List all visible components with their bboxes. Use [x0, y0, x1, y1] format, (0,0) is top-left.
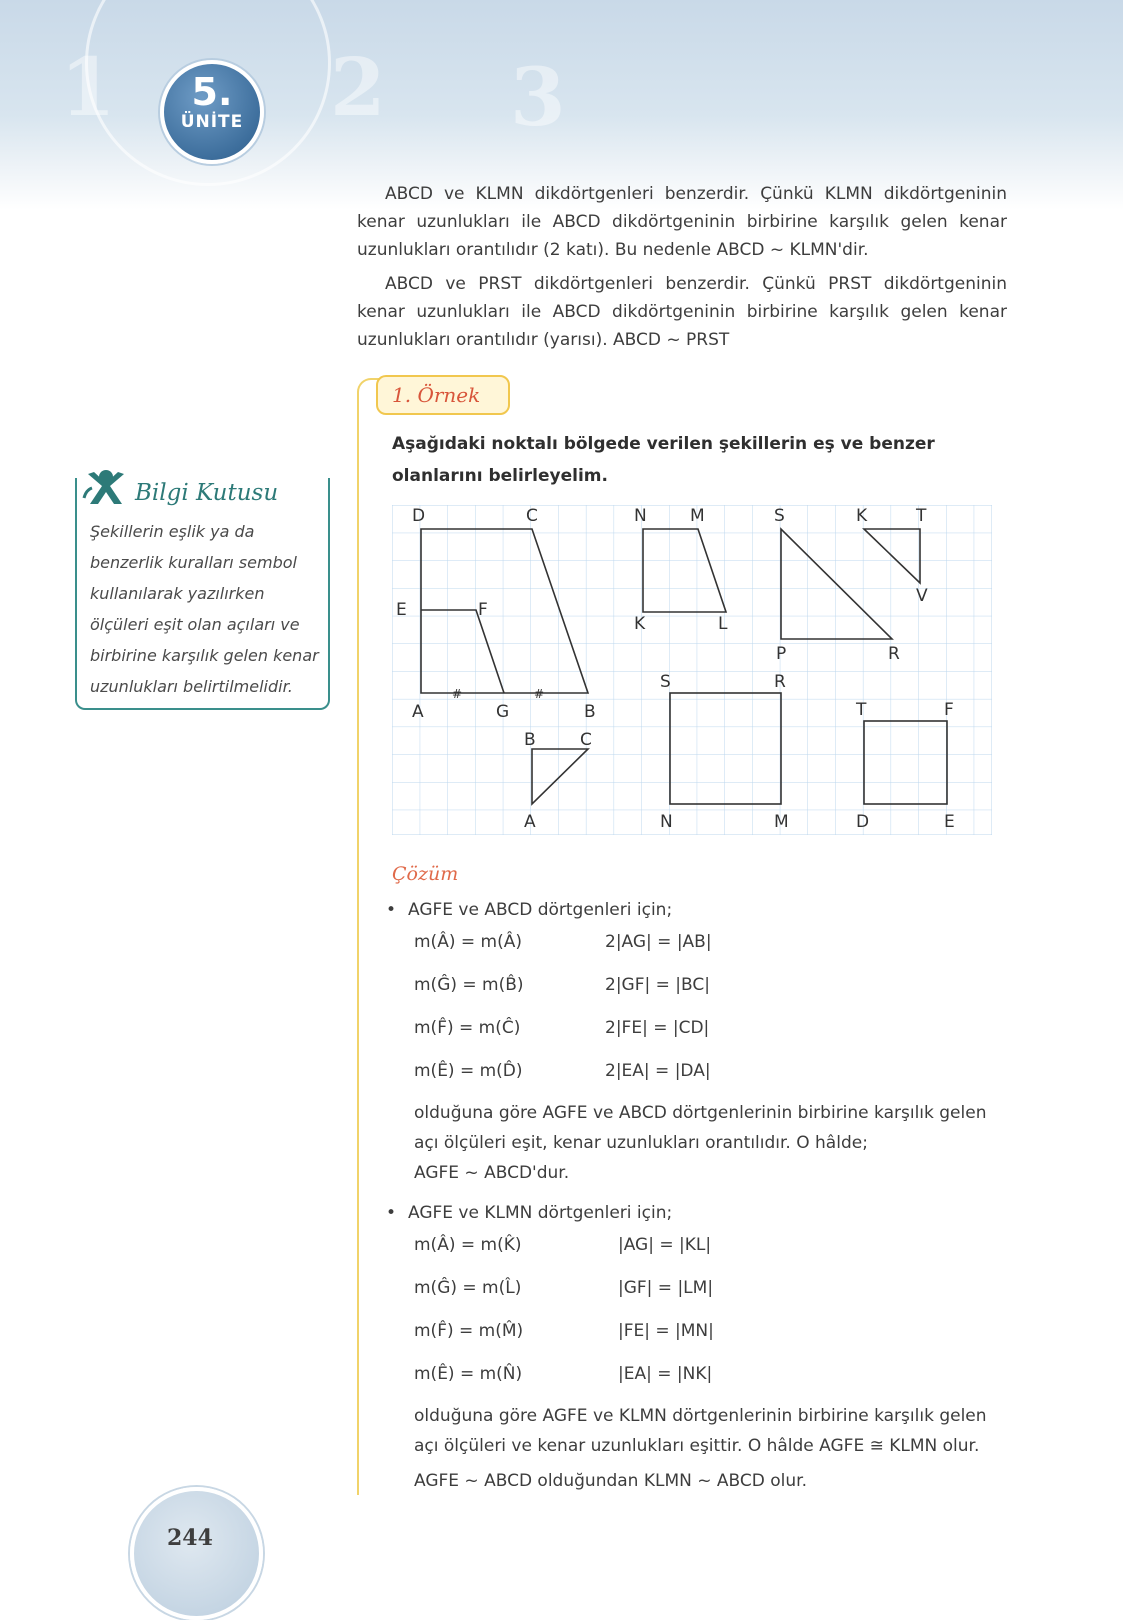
page-number: 244 [167, 1525, 213, 1551]
angle-eq: m(F̂) = m(Ĉ) [414, 1018, 521, 1038]
bullet-2 [386, 1198, 672, 1228]
grid-label: F [944, 700, 954, 720]
grid-label: M [774, 812, 789, 832]
grid-label: R [888, 644, 900, 664]
grid-label: L [718, 614, 728, 634]
bullet-1-intro: AGFE ve ABCD dörtgenleri için; [408, 900, 673, 920]
angle-eq: m(Ĝ) = m(B̂) [414, 975, 524, 995]
bullet-1 [386, 895, 672, 925]
solution-label: Çözüm [392, 863, 459, 885]
grid-label: A [412, 702, 424, 722]
grid-label: R [774, 672, 786, 692]
grid-label: K [856, 506, 868, 526]
example-badge: 1. Örnek [376, 375, 510, 415]
grid-label: S [660, 672, 671, 692]
side-eq: |EA| = |NK| [618, 1364, 713, 1384]
bullet-2-conclusion: açı ölçüleri ve kenar uzunlukları eşittir. O hâlde AGFE ≅ KLMN olur. [414, 1436, 980, 1456]
bullet-1-conclusion: olduğuna göre AGFE ve ABCD dörtgenlerinin birbirine karşılık gelen [414, 1103, 987, 1123]
bullet-2-conclusion: olduğuna göre AGFE ve KLMN dörtgenlerinin birbirine karşılık gelen [414, 1406, 987, 1426]
grid-label: B [584, 702, 596, 722]
tick-mark: # [534, 687, 545, 701]
decor-digit: 1 [60, 40, 116, 134]
decor-digit: 2 [330, 40, 386, 134]
bullet-2-conclusion: AGFE ~ ABCD olduğundan KLMN ~ ABCD olur. [414, 1471, 807, 1491]
grid-label: C [526, 506, 538, 526]
side-eq: |GF| = |LM| [618, 1278, 714, 1298]
grid-label: N [660, 812, 673, 832]
info-box-text: Şekillerin eşlik ya da benzerlik kuralları sembol kullanılarak yazılırken ölçüleri eşit olan açıları ve birbirine karşılık gelen kenar uzunlukları belirtilmelidir. [90, 522, 319, 696]
page-number-badge [130, 1487, 263, 1620]
bullet-1-conclusion: açı ölçüleri eşit, kenar uzunlukları orantılıdır. O hâlde; [414, 1133, 868, 1153]
angle-eq: m(Ĝ) = m(L̂) [414, 1278, 522, 1298]
example-guide-line [357, 395, 359, 1495]
grid-background [392, 505, 992, 835]
grid-label: S [774, 506, 785, 526]
grid-label: V [916, 586, 928, 606]
side-eq: |FE| = |MN| [618, 1321, 714, 1341]
unit-label: ÜNİTE [180, 112, 244, 132]
grid-label: K [634, 614, 646, 634]
grid-label: P [776, 644, 787, 664]
grid-label: N [634, 506, 647, 526]
side-eq: 2|AG| = |AB| [605, 932, 712, 952]
angle-eq: m(Â) = m(Â) [414, 932, 522, 952]
decor-digit: 3 [510, 50, 566, 144]
grid-label: T [856, 700, 867, 720]
info-figure-icon [82, 468, 132, 508]
bullet-dot: • [386, 900, 397, 920]
grid-label: F [478, 600, 488, 620]
unit-number: 5. [191, 70, 233, 114]
angle-eq: m(Ê) = m(D̂) [414, 1061, 523, 1081]
grid-label: D [856, 812, 870, 832]
bullet-1-conclusion: AGFE ~ ABCD'dur. [414, 1163, 570, 1183]
grid-label: M [690, 506, 705, 526]
side-eq: 2|FE| = |CD| [605, 1018, 710, 1038]
side-eq: 2|GF| = |BC| [605, 975, 710, 995]
tick-mark: # [452, 687, 463, 701]
intro-paragraph-1: ABCD ve KLMN dikdörtgenleri benzerdir. Çünkü KLMN dikdörtgeninin kenar uzunlukları ile ABCD dikdörtgeninin birbirine karşılık gelen kenar uzunlukları orantılıdır (2 katı). Bu nedenle ABCD ~ KLMN'dir. [357, 184, 1007, 260]
bullet-dot: • [386, 1203, 397, 1223]
unit-badge [160, 60, 264, 164]
side-eq: |AG| = |KL| [618, 1235, 712, 1255]
grid-label: D [412, 506, 426, 526]
angle-eq: m(Ê) = m(N̂) [414, 1364, 523, 1384]
bullet-2-intro: AGFE ve KLMN dörtgenleri için; [408, 1203, 673, 1223]
side-eq: 2|EA| = |DA| [605, 1061, 711, 1081]
grid-label: B [524, 730, 536, 750]
example-question: Aşağıdaki noktalı bölgede verilen şekillerin eş ve benzer olanlarını belirleyelim. [392, 434, 935, 486]
grid-label: G [496, 702, 510, 722]
angle-eq: m(Â) = m(K̂) [414, 1235, 522, 1255]
grid-label: E [396, 600, 407, 620]
grid-label: E [944, 812, 955, 832]
angle-eq: m(F̂) = m(M̂) [414, 1321, 524, 1341]
shape-grid [392, 505, 992, 839]
grid-label: C [580, 730, 592, 750]
grid-figure [392, 505, 992, 835]
intro-paragraph-2: ABCD ve PRST dikdörtgenleri benzerdir. Çünkü PRST dikdörtgeninin kenar uzunlukları ile ABCD dikdörtgeninin birbirine karşılık gelen kenar uzunlukları orantılıdır (yarısı). ABCD ~ PRST [357, 274, 1007, 350]
info-box-title: Bilgi Kutusu [135, 480, 279, 506]
grid-label: T [916, 506, 927, 526]
grid-label: A [524, 812, 536, 832]
